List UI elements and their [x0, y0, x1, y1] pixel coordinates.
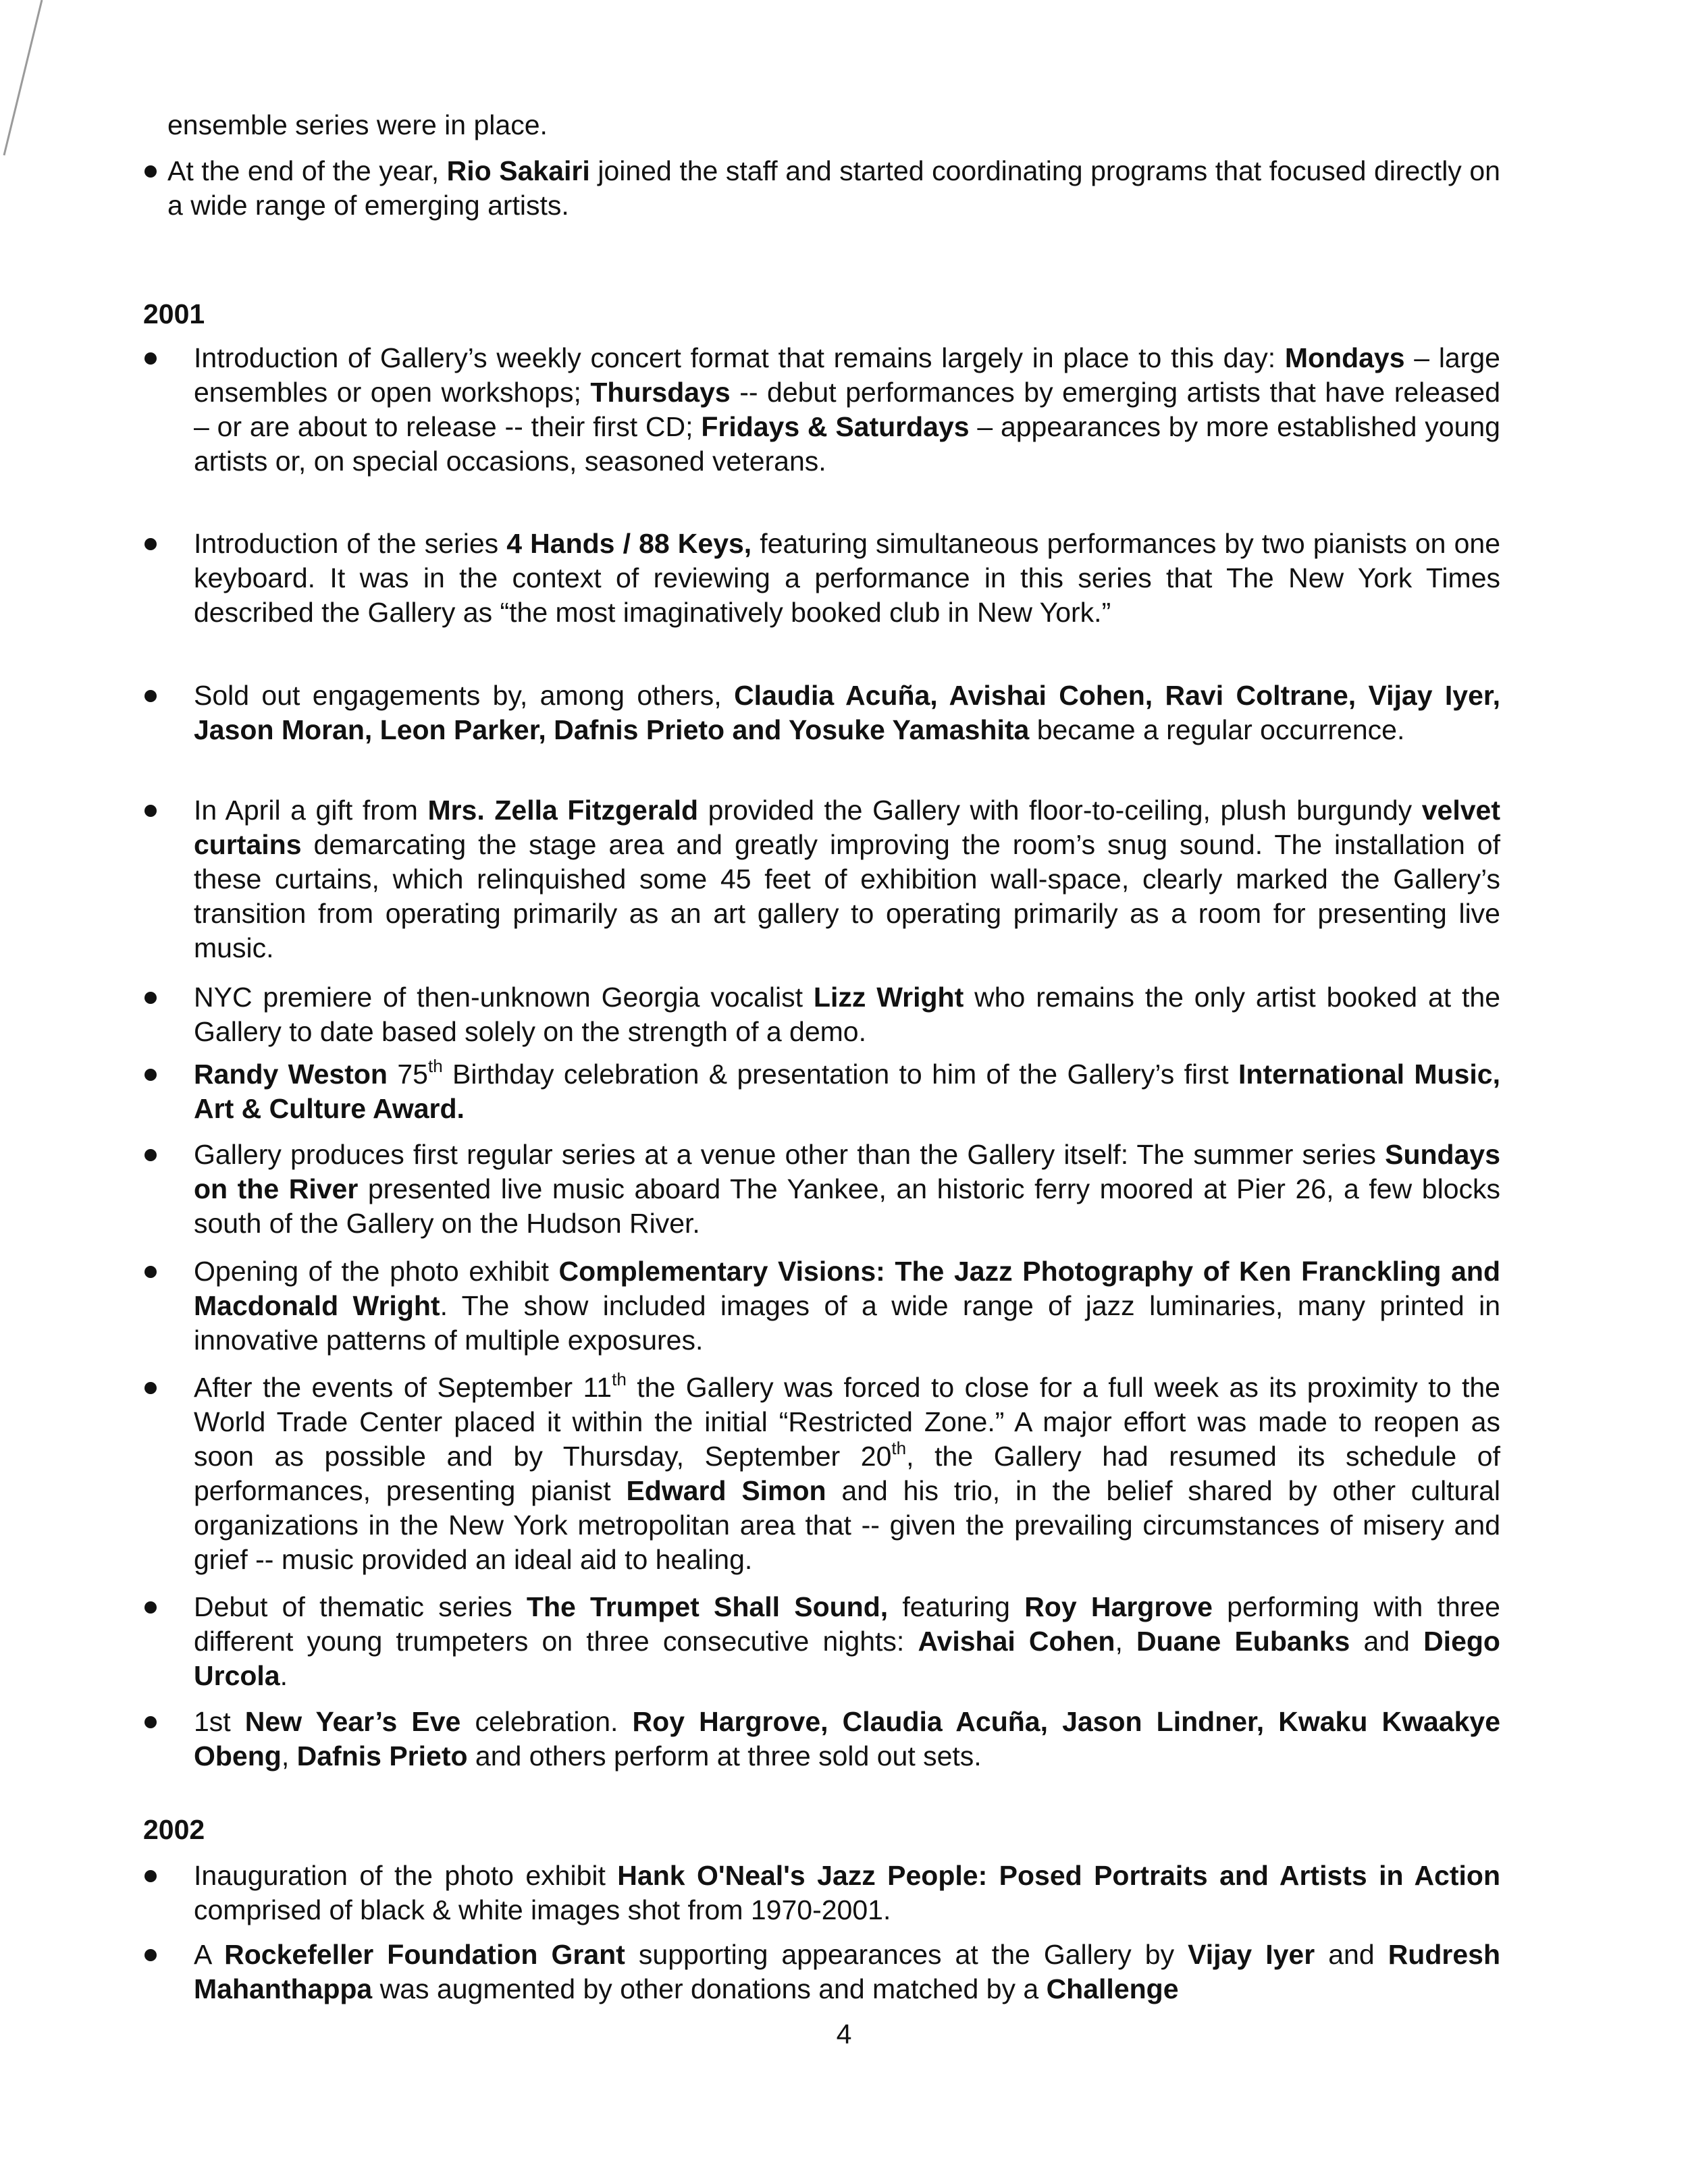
bullet-icon: [144, 1716, 157, 1728]
year-heading-2002: 2002: [143, 1814, 205, 1845]
bullet-icon: [144, 992, 157, 1004]
bullet-icon: [144, 690, 157, 702]
bullet-icon: [144, 538, 157, 550]
bullet-icon: [144, 1149, 157, 1161]
document-page: ensemble series were in place. At the end of the year, Rio Sakairi joined the staff and started coordinating programs that focused directly on a wide range of emerging artists. 2001 Introduction of Gallery’s weekly concert format that remains largely in place to this day: Mondays – large ensembles or open workshops; Thursdays -- debut performances by emerging artists that have released – or are about to release -- their first CD; Fridays & Saturdays – appearances by more established young artists or, on special occasions, seasoned veterans. Introduction of the series 4 Hands / 88 Keys, featuring simultaneous performances by two pianists on one keyboard. It was in the context of reviewing a performance in this series that The New York Times described the Gallery as “the most imaginatively booked club in New York.” Sold out engagements by, among others, Claudia Acuña, Avishai Cohen, Ravi Coltrane, Vijay Iyer, Jason Moran, Leon Parker, Dafnis Prieto and Yosuke Yamashita became a regular occurrence. In April a gift from Mrs. Zella Fitzgerald provided the Gallery with floor-to-ceiling, plush burgundy velvet curtains demarcating the stage area and greatly improving the room’s snug sound. The installation of these curtains, which relinquished some 45 feet of exhibition wall-space, clearly marked the Gallery’s transition from operating primarily as an art gallery to operating primarily as a room for presenting live music. NYC premiere of then-unknown Georgia vocalist Lizz Wright who remains the only artist booked at the Gallery to date based solely on the strength of a demo. Randy Weston 75th Birthday celebration & presentation to him of the Gallery’s first International Music, Art & Culture Award. Gallery produces first regular series at a venue other than the Gallery itself: The summer series Sundays on the River presented live music aboard The Yankee, an historic ferry moored at Pier 26, a few blocks south of the Gallery on the Hudson River. Opening of the photo exhibit Complementary Visions: The Jazz Photography of Ken Franckling and Macdonald Wright. The show included images of a wide range of jazz luminaries, many printed in innovative patterns of multiple exposures. After the events of September 11th the Gallery was forced to close for a full week as its proximity to the World Trade Center placed it within the initial “Restricted Zone.” A major effort was made to reopen as soon as possible and by Thursday, September 20th, the Gallery had resumed its schedule of performances, presenting pianist Edward Simon and his trio, in the belief shared by other cultural organizations in the New York metropolitan area that -- given the prevailing circumstances of misery and grief -- music provided an ideal aid to healing. Debut of thematic series The Trumpet Shall Sound, featuring Roy Hargrove performing with three different young trumpeters on three consecutive nights: Avishai Cohen, Duane Eubanks and Diego Urcola. 1st New Year’s Eve celebration. Roy Hargrove, Claudia Acuña, Jason Lindner, Kwaku Kwaakye Obeng, Dafnis Prieto and others perform at three sold out sets. 2002 Inauguration of the photo exhibit Hank O'Neal's Jazz People: Posed Portraits and Artists in Action comprised of black & white images shot from 1970-2001. A Rockefeller Foundation Grant supporting appearances at the Gallery by Vijay Iyer and Rudresh Mahanthappa was augmented by other donations and matched by a Challenge 4: [0, 0, 1688, 2184]
bullet-icon: [144, 352, 157, 365]
continuation-line: ensemble series were in place.: [167, 109, 548, 140]
bullet-icon: [144, 165, 157, 178]
bullet-icon: [144, 1266, 157, 1278]
page-number: 4: [836, 2019, 852, 2050]
bullet-icon: [144, 1949, 157, 1961]
bullet-icon: [144, 1069, 157, 1081]
bullet-icon: [144, 1382, 157, 1394]
bullet-icon: [144, 1870, 157, 1882]
bullet-icon: [144, 1601, 157, 1614]
bullet-icon: [144, 805, 157, 817]
year-heading-2001: 2001: [143, 298, 205, 329]
